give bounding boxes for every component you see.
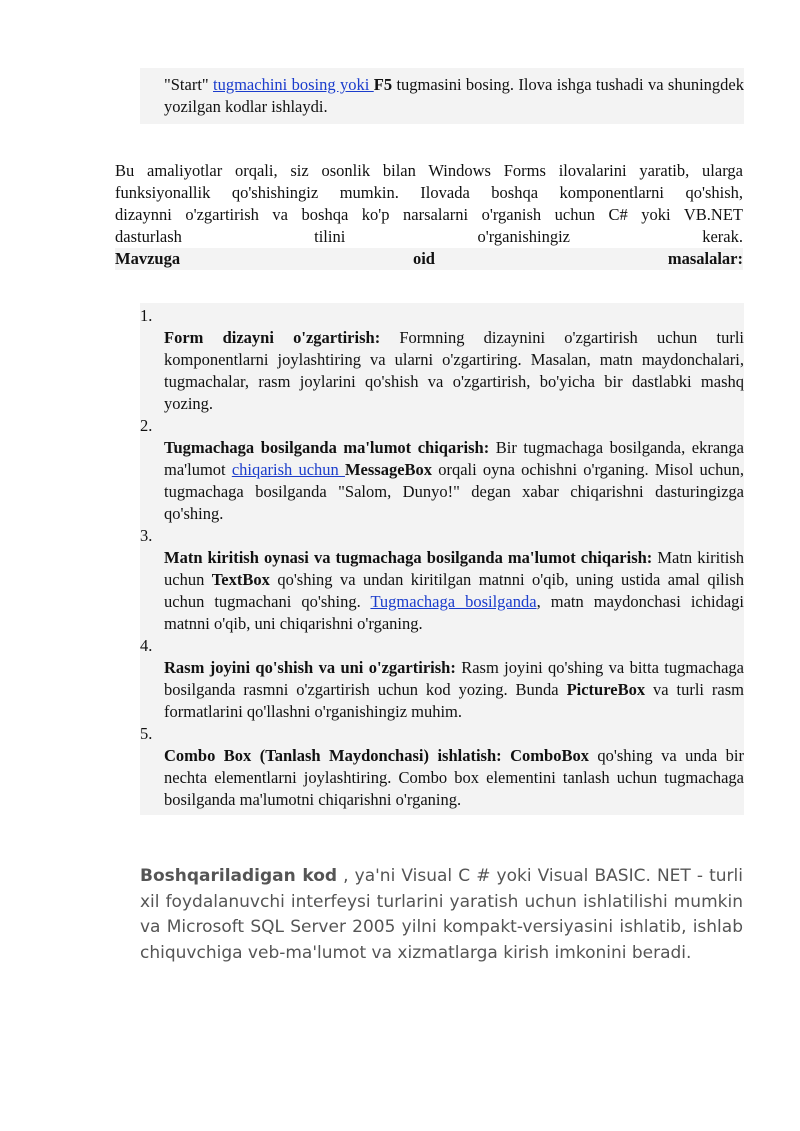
item-title: Matn kiritish oynasi va tugmachaga bosilganda ma'lumot chiqarish: — [164, 548, 653, 567]
item-number: 3. — [140, 526, 153, 545]
list-item — [140, 525, 744, 635]
start-instruction-block — [140, 68, 744, 124]
summary-paragraph — [115, 160, 743, 270]
summary-line: funksiyonallik qo'shishingiz mumkin. Ilovada boshqa komponentlarni qo'shish, — [115, 183, 743, 202]
item-text: Formning dizaynini o'zgartirish uchun turli komponentlarni joylashtiring va ularni o'zgartiring. Masalan, matn maydonchalari, tugmachalar, rasm joylarini qo'shish va o'zgartirish, bo'yicha bir dastlabki mashq yozing. — [164, 328, 744, 413]
item-number: 2. — [140, 416, 153, 435]
item-number: 1. — [140, 306, 153, 325]
list-item — [140, 305, 744, 415]
item-number: 4. — [140, 636, 153, 655]
item-title: Combo Box (Tanlash Maydonchasi) ishlatish: — [164, 746, 502, 765]
f5-key: F5 — [373, 75, 393, 94]
item-title: Rasm joyini qo'shish va uni o'zgartirish: — [164, 658, 456, 677]
item-text: Matn kiritish uchun — [164, 548, 744, 589]
closing-bold-term: Boshqariladigan kod — [140, 866, 338, 886]
item-text: qo'shing va unda bir nechta elementlarni joylashtiring. Combo box elementini tanlash uchun tugmachaga bosilganda ma'lumotni chiqarishni o'rganing. — [164, 746, 744, 809]
summary-line: Bu amaliyotlar orqali, siz osonlik bilan Windows Forms ilovalarini yaratib, ularga — [115, 161, 743, 180]
closing-text: , ya'ni Visual C # yoki Visual BASIC. NET - turli xil foydalanuvchi interfeysi turlarini yaratish uchun ishlatilishi mumkin va Microsoft SQL Server 2005 yilni kompakt-versiyasini ishlatib, ishlab chiquvchiga veb-ma'lumot va xizmatlarga kirish imkonini beradi. — [140, 866, 743, 963]
item-text — [502, 746, 510, 765]
item-title: Form dizayni o'zgartirish: — [164, 328, 381, 347]
item-text: , matn maydonchasi ichidagi matnni o'qib, uni chiqarishni o'rganing. — [164, 592, 744, 633]
combobox-term: ComboBox — [510, 746, 589, 765]
tasks-heading: Mavzuga oid masalalar: — [115, 249, 743, 268]
item-text: Rasm joyini qo'shing va bitta tugmachaga bosilganda rasmni o'zgartirish uchun kod yozing. Bunda — [164, 658, 744, 699]
picturebox-term: PictureBox — [566, 680, 646, 699]
list-item — [140, 635, 744, 723]
chiqarish-link[interactable]: chiqarish uchun — [231, 460, 345, 479]
item-text: qo'shing va undan kiritilgan matnni o'qib, uning ustida amal qilish uchun tugmachani qo'shing. — [164, 570, 744, 611]
tugmachini-link[interactable]: tugmachini bosing yoki — [213, 75, 374, 94]
summary-line: dizaynni o'zgartirish va boshqa ko'p narsalarni o'rganish uchun C# yoki VB.NET — [115, 205, 743, 224]
item-text: orqali oyna ochishni o'rganing. Misol uchun, tugmachaga bosilganda "Salom, Dunyo!" degan xabar chiqarishni dasturingizga qo'shing. — [164, 460, 744, 523]
messagebox-term: MessageBox — [344, 460, 433, 479]
start-text: "Start" — [164, 75, 214, 94]
item-text: va turli rasm formatlarini qo'llashni o'rganishingiz muhim. — [164, 680, 744, 721]
item-title: Tugmachaga bosilganda ma'lumot chiqarish: — [164, 438, 490, 457]
summary-line: dasturlash tilini o'rganishingiz kerak. — [115, 227, 743, 246]
start-text-rest: tugmasini bosing. Ilova ishga tushadi va shuningdek yozilgan kodlar ishlaydi. — [164, 75, 744, 116]
item-text: Bir tugmachaga bosilganda, ekranga ma'lumot — [164, 438, 745, 479]
list-item — [140, 415, 744, 525]
tugmachaga-link[interactable]: Tugmachaga bosilganda — [370, 592, 537, 611]
tasks-list — [140, 303, 744, 815]
list-item — [140, 723, 744, 811]
closing-paragraph — [140, 864, 743, 966]
textbox-term: TextBox — [211, 570, 270, 589]
item-number: 5. — [140, 724, 153, 743]
